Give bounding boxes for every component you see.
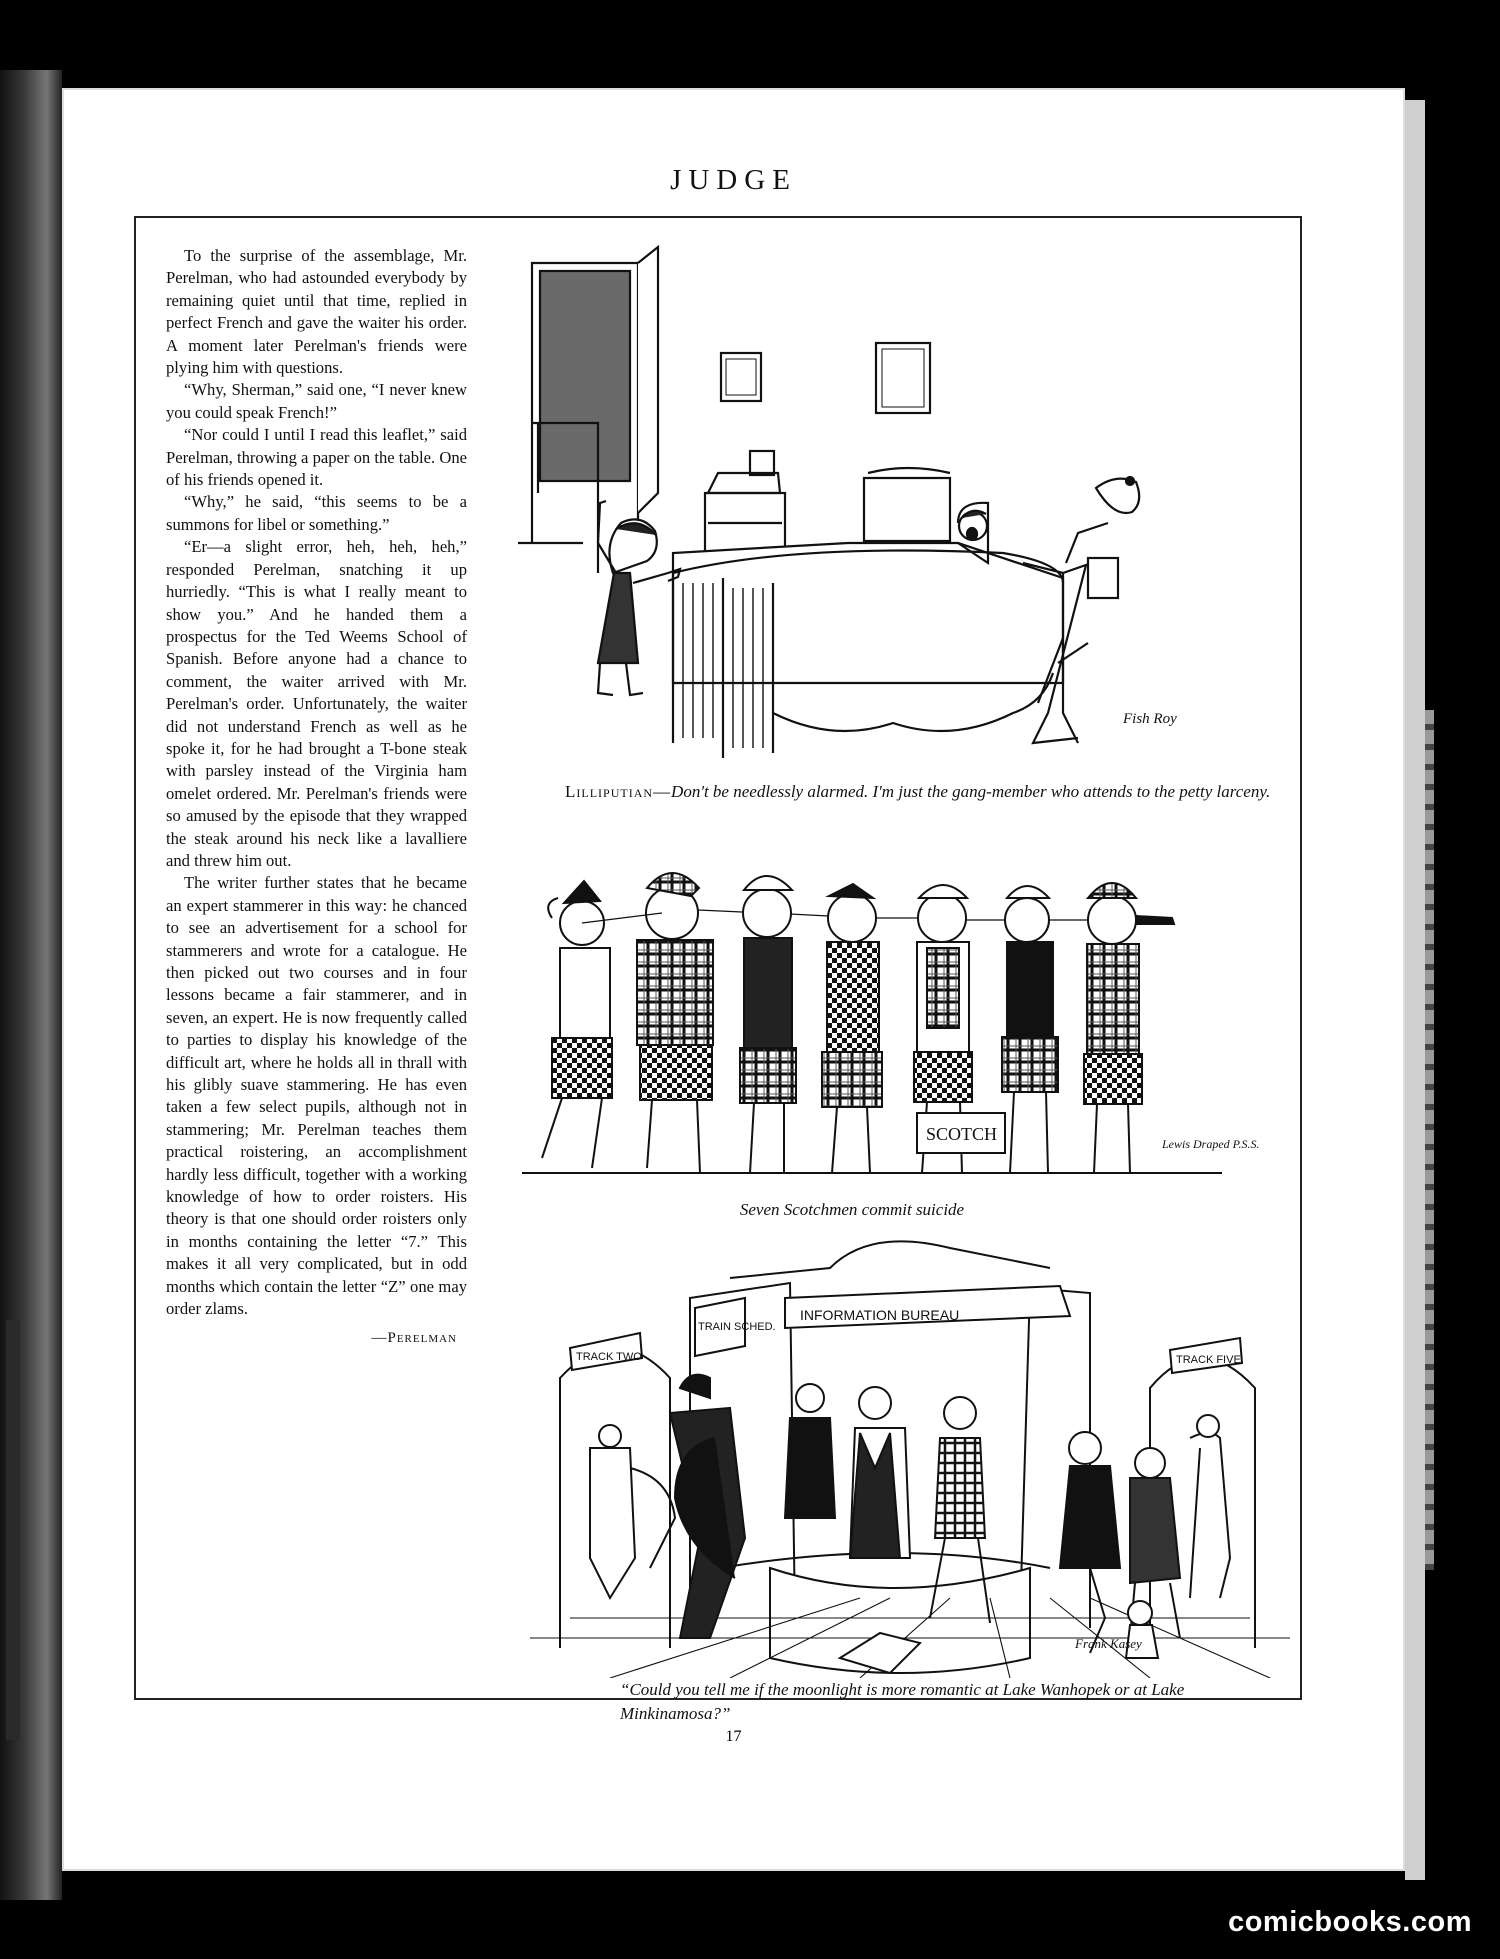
cartoon-signature: Lewis Draped P.S.S.	[1162, 1137, 1260, 1151]
article-paragraph: “Nor could I until I read this leaflet,” said Perelman, throwing a paper on the table. One of his friends opened it.	[166, 425, 467, 490]
cartoon-scotchmen	[522, 828, 1302, 1208]
cartoon-lilliputian	[518, 243, 1294, 763]
running-head: JUDGE	[670, 164, 797, 196]
watermark: comicbooks.com	[1228, 1906, 1472, 1938]
sign-information-bureau: INFORMATION BUREAU	[800, 1307, 960, 1323]
caption-lilliputian	[565, 780, 1275, 804]
article-paragraph: “Er—a slight error, heh, heh, heh,” responded Perelman, snatching it up hurriedly. “This is what I really meant to show you.” And he handed them a prospectus for the Ted Weems School of Spanish. Before anyone had a chance to comment, the waiter arrived with Mr. Perelman's order. Unfortunately, the waiter did not understand French as well as he spoke it, for he had brought a T-bone steak with parsley instead of the Virginia ham omelet ordered. Mr. Perelman's friends were so amused by the episode that they wrapped the steak around his neck like a lavalliere and threw him out.	[166, 537, 467, 870]
sign-train-schedule: TRAIN SCHED.	[698, 1321, 776, 1333]
box-label: SCOTCH	[926, 1124, 998, 1144]
cartoon-signature: Frank Kasey	[1075, 1636, 1142, 1651]
cartoon-information-bureau	[530, 1238, 1290, 1678]
byline: —Perelman	[371, 1329, 457, 1346]
cartoon-signature: Fish Roy	[1123, 711, 1177, 727]
caption-text: Don't be needlessly alarmed. I'm just the gang-member who attends to the petty larceny.	[671, 782, 1271, 801]
article-column	[166, 245, 467, 1349]
page-edge-right	[1405, 100, 1425, 1880]
caption-scotchmen: Seven Scotchmen commit suicide	[739, 1200, 965, 1219]
caption-information-bureau: “Could you tell me if the moonlight is more romantic at Lake Wanhopek or at Lake Minkinamosa?”	[620, 1680, 1185, 1723]
article-paragraph: To the surprise of the assemblage, Mr. Perelman, who had astounded everybody by remaining quiet until that time, replied in perfect French and gave the waiter his order. A moment later Perelman's friends were plying him with questions.	[166, 246, 467, 378]
caption-speaker: Lilliputian—	[565, 782, 672, 801]
article-paragraph: The writer further states that he became an expert stammerer in this way: he chanced to see an advertisement for a school for stammerers and wrote for a catalogue. He then picked out two courses and in four lessons became a fair stammerer, and in seven, an expert. He is now frequently called to parties to display his knowledge of the difficult art, where he holds all in thrall with his glibly suave stammering. He has even taken a few select pupils, although not in stammering; Mr. Perelman teaches them practical roistering, an accomplishment hardly less difficult, together with a working knowledge of how to order roisters. His theory is that one should order roisters only in months containing the letter “7.” This makes it all very complicated, but in odd months which contain the letter “Z” one may order zlams.	[166, 873, 467, 1319]
sign-track-two: TRACK TWO	[576, 1351, 642, 1363]
page-number: 17	[725, 1728, 742, 1745]
sign-track-five: TRACK FIVE	[1176, 1354, 1241, 1366]
spine-shadow	[6, 1320, 20, 1740]
magazine-page	[62, 88, 1405, 1871]
article-paragraph: “Why,” he said, “this seems to be a summons for libel or something.”	[166, 492, 467, 534]
article-paragraph: “Why, Sherman,” said one, “I never knew you could speak French!”	[166, 380, 467, 422]
binding-strip	[1425, 710, 1434, 1570]
